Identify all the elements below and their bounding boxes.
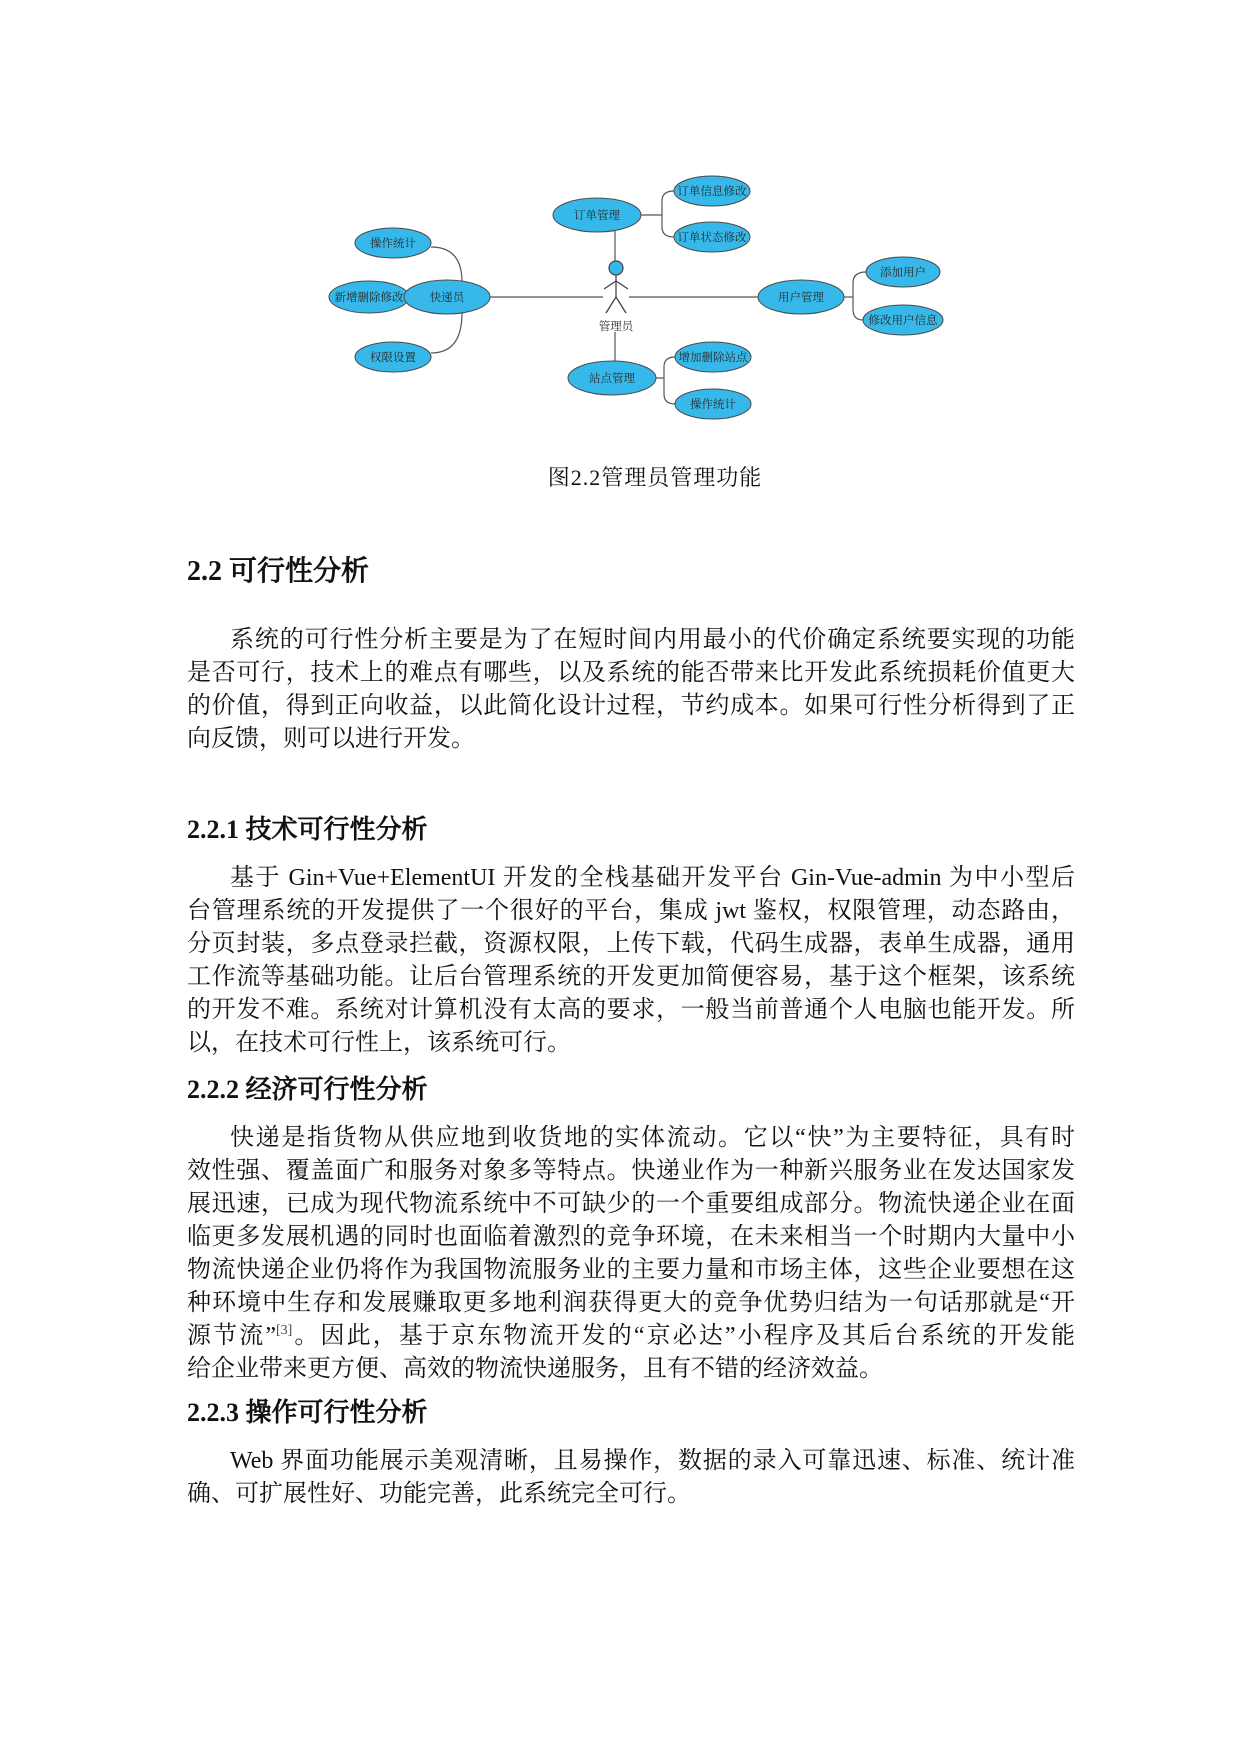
paragraph [187, 624, 1075, 756]
line-text: 。因此，基于京东物流开发的“京必达”小程序及其后台系统的开发能 [292, 1323, 1075, 1349]
use-case-label: 新增删除修改 [334, 290, 404, 304]
paragraph-line: 是否可行，技术上的难点有哪些，以及系统的能否带来比开发此系统损耗价值更大 [187, 660, 1075, 686]
use-case-label: 修改用户信息 [868, 313, 938, 327]
paragraph-line: 给企业带来更方便、高效的物流快递服务，且有不错的经济效益。 [187, 1356, 883, 1382]
paragraph-line: 以，在技术可行性上，该系统可行。 [187, 1030, 571, 1056]
use-case-label: 站点管理 [589, 371, 635, 385]
paragraph-line: 系统的可行性分析主要是为了在短时间内用最小的代价确定系统要实现的功能 [230, 627, 1075, 653]
paragraph-line: 分页封装，多点登录拦截，资源权限，上传下载，代码生成器，表单生成器，通用 [187, 931, 1075, 957]
paragraph-line: 确、可扩展性好、功能完善，此系统完全可行。 [187, 1481, 691, 1507]
use-case-label: 订单管理 [574, 208, 620, 222]
paragraph-line: 效性强、覆盖面广和服务对象多等特点。快递业作为一种新兴服务业在发达国家发 [187, 1158, 1075, 1184]
paragraph-line: Web 界面功能展示美观清晰，且易操作，数据的录入可靠迅速、标准、统计准 [230, 1448, 1075, 1474]
paragraph-line: 的价值，得到正向收益，以此简化设计过程，节约成本。如果可行性分析得到了正 [187, 693, 1075, 719]
paragraph-line: 台管理系统的开发提供了一个很好的平台，集成 jwt 鉴权，权限管理，动态路由， [187, 898, 1075, 924]
paragraph-line: 基于 Gin+Vue+ElementUI 开发的全栈基础开发平台 Gin-Vue-admin 为中小型后 [230, 865, 1075, 891]
use-case-label: 增加删除站点 [678, 350, 748, 364]
paragraph [187, 1122, 1075, 1386]
figure-caption: 图2.2管理员管理功能 [547, 465, 763, 490]
paragraph-line: 向反馈，则可以进行开发。 [187, 726, 475, 752]
use-case-label: 用户管理 [778, 290, 824, 304]
subsection-heading: 2.2.2 经济可行性分析 [187, 1075, 428, 1104]
connector-bracket [431, 313, 462, 353]
subsection-heading: 2.2.1 技术可行性分析 [187, 815, 428, 844]
section-heading: 2.2 可行性分析 [187, 556, 370, 587]
use-case-label: 添加用户 [880, 265, 926, 279]
use-case-label: 权限设置 [370, 350, 416, 364]
actor-head [609, 261, 623, 275]
connector-bracket [664, 357, 675, 404]
use-case-label: 快递员 [429, 290, 465, 304]
paragraph [187, 862, 1075, 1060]
actor-label: 管理员 [598, 319, 634, 333]
paragraph-line: 展迅速，已成为现代物流系统中不可缺少的一个重要组成部分。物流快递企业在面 [187, 1191, 1075, 1217]
paragraph-line: 的开发不难。系统对计算机没有太高的要求，一般当前普通个人电脑也能开发。所 [187, 997, 1075, 1023]
subsection-heading: 2.2.3 操作可行性分析 [187, 1398, 428, 1427]
paragraph-line: 临更多发展机遇的同时也面临着激烈的竞争环境，在未来相当一个时期内大量中小 [187, 1224, 1075, 1250]
paragraph-line: 快递是指货物从供应地到收货地的实体流动。它以“快”为主要特征，具有时 [230, 1125, 1075, 1151]
citation-ref: [3] [275, 1323, 293, 1338]
connector-bracket [431, 247, 462, 282]
paragraph [187, 1445, 1075, 1511]
paragraph-line: 种环境中生存和发展赚取更多地利润获得更大的竞争优势归结为一句话那就是“开 [187, 1290, 1075, 1316]
use-case-label: 操作统计 [690, 397, 736, 411]
connector-bracket [662, 191, 674, 237]
use-case-label: 操作统计 [370, 236, 416, 250]
paragraph-line: 物流快递企业仍将作为我国物流服务业的主要力量和市场主体，这些企业要想在这 [187, 1257, 1075, 1283]
use-case-label: 订单状态修改 [677, 230, 747, 244]
paragraph-line: 工作流等基础功能。让后台管理系统的开发更加简便容易，基于这个框架，该系统 [187, 964, 1075, 990]
paragraph-line [187, 1320, 1075, 1353]
line-text: 源节流” [187, 1323, 276, 1349]
use-case-diagram [0, 0, 1240, 460]
use-case-label: 订单信息修改 [677, 184, 747, 198]
connector-bracket [853, 272, 866, 320]
actor-legs [606, 297, 626, 313]
